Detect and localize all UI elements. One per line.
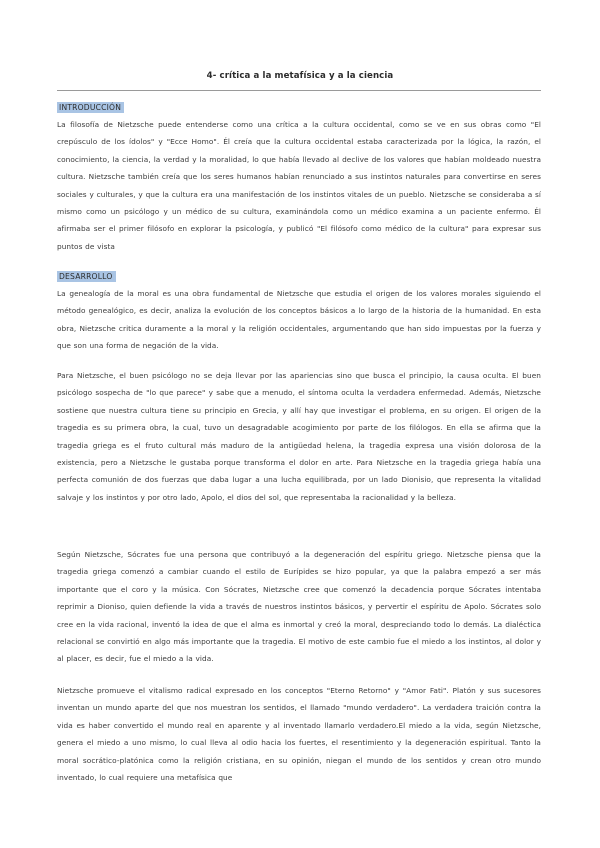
- section-heading-introduccion: INTRODUCCIÓN: [57, 102, 124, 113]
- paragraph-psicologo: Para Nietzsche, el buen psicólogo no se deja llevar por las apariencias sino que busca el principio, la causa oculta. El buen psicólogo sospecha de "lo que parece" y sabe que a menudo, el síntoma oculta la verdadera enfermedad. Además, Nietzsche sostiene que nuestra cultura tiene su principio en Grecia, y allí hay que investigar el problema, en su origen. El origen de la tragedia es su primera obra, la cual, tuvo un desagradable acogimiento por parte de los filólogos. En ella se afirma que la tragedia griega es el fruto cultural más maduro de la antigüedad helena, la tragedia expresa una visión dolorosa de la existencia, pero a Nietzsche le gustaba porque transforma el dolor en arte. Para Nietzsche en la tragedia griega había una perfecta comunión de dos fuerzas que daba lugar a una lucha equilibrada, por un lado Dionisio, que representa la vitalidad salvaje y los instintos y por otro lado, Apolo, el dios del sol, que representaba la racionalidad y la belleza.: [57, 371, 541, 502]
- paragraph-vitalismo: Nietzsche promueve el vitalismo radical expresado en los conceptos "Eterno Retorno" y "Amor Fati". Platón y sus sucesores inventan un mundo aparte del que nos muestran los sentidos, el llamado "mundo verdadero". La verdadera traición contra la vida es haber convertido el mundo real en aparente y al inventado llamarlo verdadero.El miedo a la vida, según Nietzsche, genera el miedo a uno mismo, lo cual lleva al odio hacia los fuertes, el resentimiento y la degeneración espiritual. Tanto la moral socrático-platónica como la religión cristiana, en su opinión, niegan el mundo de los sentidos y crean otro mundo inventado, lo cual requiere una metafísica que: [57, 686, 541, 783]
- document-title: 4- crítica a la metafísica y a la ciencia: [206, 71, 394, 81]
- paragraph-genealogia: La genealogía de la moral es una obra fundamental de Nietzsche que estudia el origen de los valores morales siguiendo el método genealógico, es decir, analiza la evolución de los conceptos básicos a lo largo de la historia de la humanidad. En esta obra, Nietzsche critica duramente a la moral y la religión occidentales, argumentando que han sido impuestas por la fuerza y que son una forma de negación de la vida.: [57, 289, 541, 351]
- title-divider: [57, 90, 541, 91]
- paragraph-socrates: Según Nietzsche, Sócrates fue una persona que contribuyó a la degeneración del espíritu griego. Nietzsche piensa que la tragedia griega comenzó a cambiar cuando el estilo de Eurípides se hizo popular, ya que la palabra empezó a ser más importante que el coro y la música. Con Sócrates, Nietzsche cree que comenzó la decadencia porque Sócrates intentaba reprimir a Dioniso, quien defiende la vida a través de nuestros instintos básicos, y pervertir el espíritu de Apolo. Sócrates solo cree en la vida racional, inventó la idea de que el alma es inmortal y creó la moral, despreciando todo lo demás. La dialéctica relacional se convirtió en algo más importante que la tragedia. El motivo de este cambio fue el miedo a los instintos, al dolor y al placer, es decir, fue el miedo a la vida.: [57, 550, 541, 664]
- section-heading-desarrollo: DESARROLLO: [57, 271, 116, 282]
- paragraph-intro: La filosofía de Nietzsche puede entenderse como una crítica a la cultura occidental, como se ve en sus obras como "El crepúsculo de los ídolos" y "Ecce Homo". Él creía que la cultura occidental estaba caracterizada por la lógica, la razón, el conocimiento, la ciencia, la verdad y la moralidad, lo que había llevado al declive de los valores que habían moldeado nuestra cultura. Nietzsche también creía que los seres humanos habían renunciado a sus instintos naturales para convertirse en seres sociales y culturales, y que la cultura era una manifestación de los instintos vitales de un pueblo. Nietzsche se consideraba a sí mismo como un psicólogo y un médico de su cultura, examinándola como un médico examina a un paciente enfermo. Él afirmaba ser el primer filósofo en explorar la psicología, y publicó "El filósofo como médico de la cultura" para expresar sus puntos de vista: [57, 120, 541, 251]
